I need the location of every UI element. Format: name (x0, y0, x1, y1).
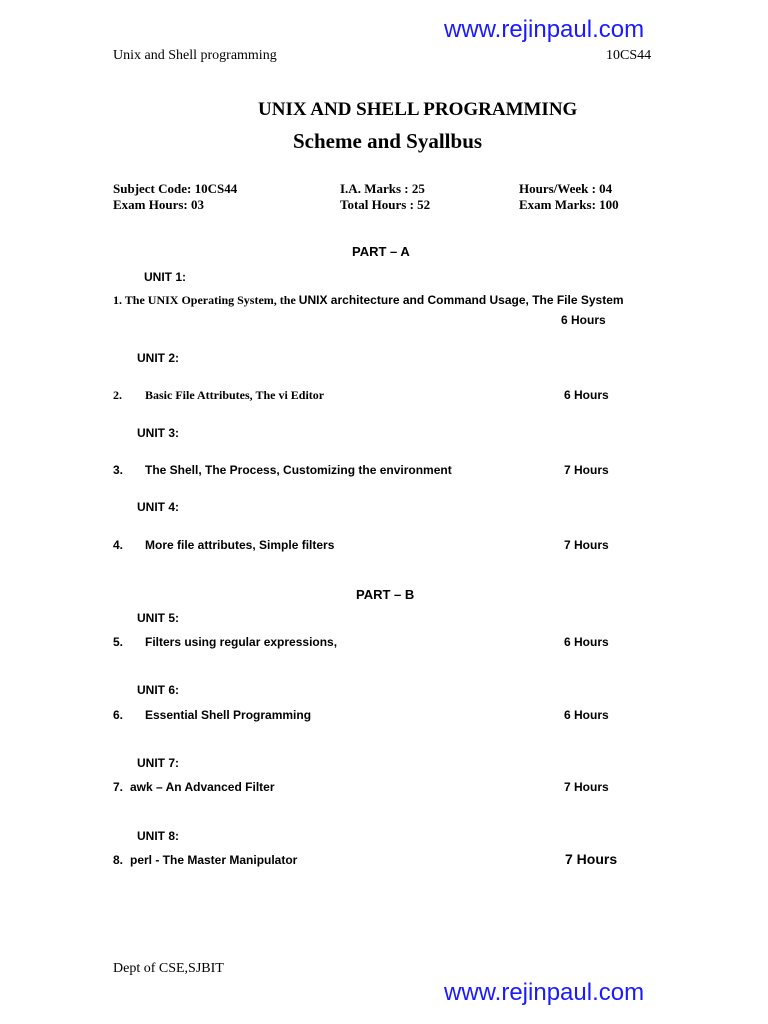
watermark-link-bottom[interactable]: www.rejinpaul.com (444, 979, 645, 1006)
meta-total-hours: Total Hours : 52 (340, 197, 431, 212)
footer-department: Dept of CSE,SJBIT (113, 961, 224, 976)
unit-7-number: 7. (113, 780, 124, 794)
document-subtitle: Scheme and Syallbus (293, 129, 483, 153)
part-a-heading: PART – A (352, 244, 410, 259)
watermark-link-top[interactable]: www.rejinpaul.com (444, 16, 645, 43)
unit-8-topic: perl - The Master Manipulator (130, 853, 298, 867)
unit-6-label: UNIT 6: (137, 683, 179, 697)
document-title: UNIX AND SHELL PROGRAMMING (258, 99, 578, 120)
unit-2-number: 2. (113, 388, 122, 402)
unit-5-hours: 6 Hours (564, 635, 609, 649)
unit-1-hours: 6 Hours (561, 313, 606, 327)
unit-4-hours: 7 Hours (564, 538, 609, 552)
unit-4-number: 4. (113, 538, 124, 552)
unit-6-hours: 6 Hours (564, 708, 609, 722)
meta-subject-code: Subject Code: 10CS44 (113, 181, 238, 196)
unit-4-topic: More file attributes, Simple filters (145, 538, 335, 552)
meta-ia-marks: I.A. Marks : 25 (340, 181, 425, 196)
unit-5-number: 5. (113, 635, 124, 649)
running-header-code: 10CS44 (606, 48, 652, 63)
unit-2-topic: Basic File Attributes, The vi Editor (145, 388, 325, 402)
unit-7-topic: awk – An Advanced Filter (130, 780, 275, 794)
unit-4-label: UNIT 4: (137, 500, 179, 514)
unit-5-topic: Filters using regular expressions, (145, 635, 338, 649)
unit-3-label: UNIT 3: (137, 426, 179, 440)
unit-8-number: 8. (113, 853, 124, 867)
unit-3-hours: 7 Hours (564, 463, 609, 477)
meta-exam-marks: Exam Marks: 100 (519, 197, 619, 212)
meta-exam-hours: Exam Hours: 03 (113, 197, 204, 212)
unit-6-topic: Essential Shell Programming (145, 708, 312, 722)
unit-6-number: 6. (113, 708, 124, 722)
running-header-title: Unix and Shell programming (113, 48, 277, 63)
unit-7-label: UNIT 7: (137, 756, 179, 770)
part-b-heading: PART – B (356, 587, 415, 602)
unit-1-number: 1. (113, 293, 122, 307)
unit-7-hours: 7 Hours (564, 780, 609, 794)
unit-1-label: UNIT 1: (144, 270, 186, 284)
unit-1-topic-part1: The UNIX Operating System, the (124, 293, 296, 307)
unit-1-topic-part2: UNIX architecture and Command Usage, The File System (298, 293, 624, 307)
unit-5-label: UNIT 5: (137, 611, 179, 625)
unit-8-hours: 7 Hours (565, 851, 618, 867)
unit-8-label: UNIT 8: (137, 829, 179, 843)
unit-3-number: 3. (113, 463, 124, 477)
meta-hours-week: Hours/Week : 04 (519, 181, 613, 196)
unit-3-topic: The Shell, The Process, Customizing the environment (145, 463, 452, 477)
unit-1-topic (113, 293, 624, 308)
unit-2-label: UNIT 2: (137, 351, 179, 365)
unit-2-hours: 6 Hours (564, 388, 609, 402)
